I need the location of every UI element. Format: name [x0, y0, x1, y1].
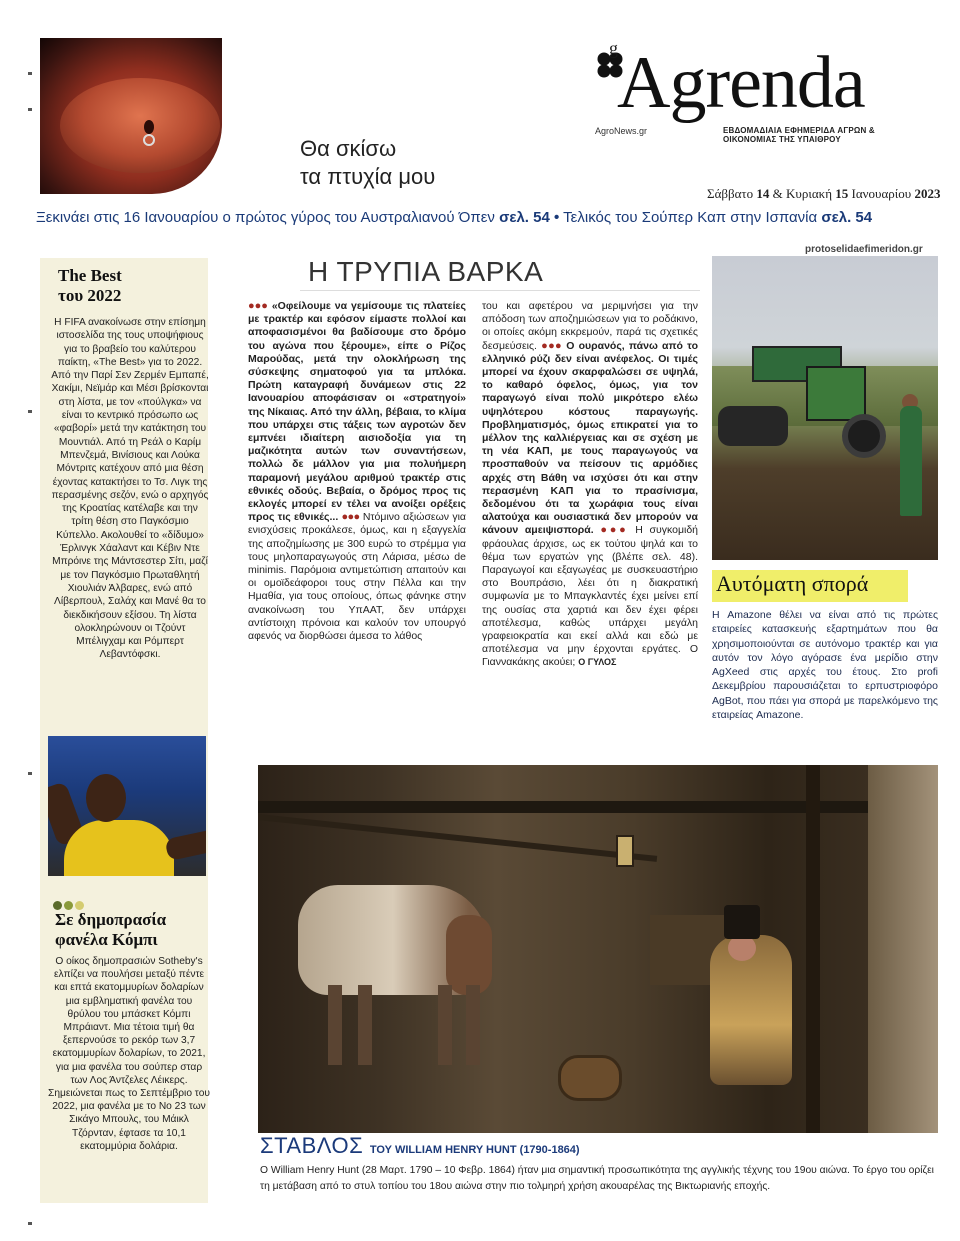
bullet-icon: ●●●: [600, 524, 629, 537]
bullet-icon: ●●●: [341, 511, 360, 524]
teaser-title-line: τα πτυχία μου: [300, 164, 436, 189]
article-paragraph: «Οφείλουμε να γεμίσουμε τις πλατείες με τρακτέρ και εφόσον είμαστε πολλοί και αποφασισμένοι θα βαδίσουμε στο δρόμο του αγώνα που ξέρουμε», είπε ο Ρίζος Μαρούδας, μετά την ολοκλήρωση της σύσκεψης σηματοφού για τα μπλόκα. Πρώτη καταγραφή δυνάμεων στις 22 Ιανουαρίου αποφάσισαν οι «στρατηγοί» της Νίκαιας. Από την άλλη, βέβαια, το κλίμα που υπάρχει στις τάξεις των αγροτών δεν εμπνέει ιδιαίτερη αισιοδοξία για τη μαζικότητα αυτών των συναντήσεων, πολλώ δε μάλλον για μια πολυήμερη παραμονή μεγάλου αριθμού τρακτέρ στις εθνικές οδούς. Βεβαία, ο δρόμος προς τις εκλογές μπορεί εν τέλει να ανοίξει ορέξεις προς τις εθνικές...: [248, 300, 467, 524]
headline-bar[interactable]: [36, 209, 926, 226]
article-paragraph: Η συγκομιδή φράουλας άρχισε, ως εκ τούτου ψηλά και το θέμα των εργατών γης (βλέπε σελ. 48). Παραγωγοί και εξαγωγέας με συσκευαστήριο στο Βουπράσιο, λέει ότι η διακρατική συμφωνία με το Μπαγκλαντές έχει μείνει επί της ουσίας στα χαρτιά και δεν έχει φέρει αποτέλεσμα, καθώς υπάρχει μεγάλη γραφειοκρατία και εκεί αλλά και εδώ με αποτέλεσμα να μην έρχονται εργάτες. Ο Γιαννακάκης ακούει;: [482, 524, 699, 669]
logo-subtitle: ΕΒΔΟΜΑΔΙΑΙΑ ΕΦΗΜΕΡΙΔΑ ΑΓΡΩΝ & ΟΙΚΟΝΟΜΙΑΣ ΤΗΣ ΥΠΑΙΘΡΟΥ: [723, 126, 875, 144]
painting-caption-title[interactable]: ΣΤΑΒΛΟΣ ΤΟΥ WILLIAM HENRY HUNT (1790-1864): [260, 1133, 580, 1158]
teaser-photo[interactable]: [40, 38, 222, 194]
logo-wordmark: Agrenda: [617, 42, 865, 124]
best-text: Η FIFA ανακοίνωσε στην επίσημη ιστοσελίδα της τους υποψήφιους για το βραβείο του καλύτερου παίκτη, «The Best» για το 2022. Από την Παρί Σεν Ζερμέν Εμπαπέ, Χακίμι, Νεϊμάρ και Μέσι βρίσκονται στη λίστα, με τον «πούλγκα» να είναι το κεντρικό πρόσωπο ως «φαβορί» μετά την κατάκτηση του Μουντιάλ. Από τη Ρεάλ ο Καρίμ Μπενζεμά, Βινίσιους και Λούκα Μόντριτς κατέχουν από μια θέση έχοντας κατακτήσει το Τσ. Λιγκ της περασμένης σεζόν, ενώ ο αρχηγός της Κροατίας κατέλαβε και την τρίτη θέση στο Παγκόσμιο Κύπελλο. Ακολουθεί το «δίδυμο» Έρλινγκ Χάαλαντ και Κέβιν Ντε Μπρόινε της Μάντσεστερ Σίτι, μαζί με τον Παγκόσμιο Πρωταθλητή Χιουλιάν Άλβαρες, ενώ από Λίβερπουλ, Σαλάχ και Μανέ θα το διεκδικήσουν εξίσου. Τη λίστα ολοκληρώνουν οι Τζούντ Μπέλιγχαμ και Ρόμπερτ Λεβαντόφσκι.: [51, 317, 209, 661]
teaser-title[interactable]: [300, 135, 435, 191]
tractor-photo[interactable]: [712, 256, 938, 560]
logo-site[interactable]: AgroNews.gr: [595, 126, 648, 136]
margin-mark: [28, 410, 32, 413]
article-paragraph: Ντόμινο αξιώσεων για ενισχύσεις προκάλεσε, όμως, και η εξαγγελία της αποζημίωσης με 300 ευρώ το στρέμμα για τους μηλοπαραγωγούς στη Λάρισα, μέσω de minimis. Παρόμοια αντιμετώπιση απαιτούν και οι ομοϊδεάφοροι τους στην Πέλλα και την Ημαθία, για τους οποίους, όπως φάνηκε στην ανακοίνωση του ΥπΑΑΤ, δεν υπάρχει αντίστοιχη πρόνοια και καλούν τον υπουργό αφενός να διορθώσει άμεσα το λάθος: [248, 511, 466, 643]
headline-page: σελ. 54: [499, 209, 550, 226]
teaser-title-line: Θα σκίσω: [300, 136, 397, 161]
margin-mark: [28, 72, 32, 75]
painting-image[interactable]: [258, 765, 938, 1133]
best-title[interactable]: The Best του 2022: [58, 266, 122, 305]
headline-page: σελ. 54: [821, 209, 873, 226]
painting-caption-text: Ο William Henry Hunt (28 Μαρτ. 1790 – 10 Φεβρ. 1864) ήταν μια σημαντική προσωπικότητα της αγγλικής τέχνης του 19ου αιώνα. Το έργο του ορίζει τη μετάβαση από το στυλ τοπίου του 18ου αιώνα στην πιο τολμηρή χρήση ακουαρέλας της Βικτωριανής εποχής.: [260, 1165, 934, 1192]
article-column-2: [482, 300, 698, 670]
article-signature: Ο ΓΥΛΟΣ: [578, 657, 617, 668]
auction-text: Ο οίκος δημοπρασιών Sotheby's ελπίζει να πουλήσει μεταξύ πέντε και επτά εκατομμυρίων δολαρίων μια εμβληματική φανέλα του θρύλου του μπάσκετ Κόμπι Μπράιαντ. Μια τέτοια τιμή θα ξεπερνούσε το ρεκόρ των 3,7 εκατομμυρίων δολαρίων, το 2021, για μια φανέλα του σούπερ σταρ των Λος Άντζελες Λέικερς. Σημειώνεται πως το Σεπτέμβριο του 2022, μια φανέλα με το Νο 23 των Σικάγο Μπουλς, του Μάικλ Τζόρνταν, έφτασε τα 10,1 εκατομμύρια δολάρια.: [48, 956, 210, 1152]
divider: [300, 290, 700, 291]
issue-date: Σάββατο 14 & Κυριακή 15 Ιανουαρίου 2023: [707, 186, 941, 201]
article-title[interactable]: Η ΤΡΥΠΙΑ ΒΑΡΚΑ: [308, 256, 544, 287]
headline-item[interactable]: Τελικός του Σούπερ Καπ στην Ισπανία: [563, 209, 818, 226]
auction-title[interactable]: Σε δημοπρασία φανέλα Κόμπι: [55, 910, 167, 949]
article-column-1: [248, 300, 466, 643]
source-watermark: protoselidaefimeridon.gr: [805, 244, 923, 255]
bullet-icon: ●●●: [248, 300, 268, 312]
margin-mark: [28, 1222, 32, 1225]
margin-mark: [28, 772, 32, 775]
seed-title[interactable]: Αυτόματη σπορά: [716, 571, 869, 596]
masthead-logo[interactable]: [595, 38, 925, 148]
logo-prefix: g: [609, 38, 618, 58]
bullet-icon: ●●●: [541, 339, 562, 352]
article-paragraph: του και αφετέρου να μεριμνήσει για την απόδοση των αποζημιώσεων για το ροδάκινο, οι οποίες ακόμη εκκρεμούν, παρά τις σχετικές δεσμεύσεις.: [482, 300, 698, 352]
headline-separator: •: [554, 209, 560, 226]
article-paragraph: Ο ουρανός, πάνω από το ελληνικό ρύζι δεν είναι ανέφελος. Οι τιμές μπορεί να έχουν σκαρφαλώσει σε υψηλά, το καθαρό όφελος, όμως, για τον παραγωγό είναι πολύ μικρότερο ελέω υψηλότερου κόστους παραγωγής. Προβληματισμός, όμως επικρατεί για το μέλλον της καλλιέργειας και σε σχέση με τη νέα ΚΑΠ, με τους παραγωγούς να προσπαθούν να πείσουν τις αρμόδιες αρχές στη Βάθη να ισχύσει ότι και στην περασμένη ΚΑΠ για το πρασίνισμα, δεδομένου ότι τα χωράφια τους είναι αλατούχα και ουσιαστικά δεν μπορούν να κάνουν αμειψισπορά.: [482, 339, 698, 537]
seed-text: Η Amazone θέλει να είναι από τις πρώτες εταιρείες κατασκευής εξαρτημάτων που θα χρησιμοποιούνται σε αυτόνομο τρακτέρ και για αυτόν τον λόγο αγόρασε ένα μερίδιο στην AgXeed στις αρχές του έτους. Στο profi Δεκεμβρίου παρουσιάζεται το ερπυστριοφόρο AgBot, που πάει για σπορά με παρελκόμενο της εταιρείας Amazone.: [712, 609, 938, 722]
headline-item[interactable]: Ξεκινάει στις 16 Ιανουαρίου ο πρώτος γύρος του Αυστραλιανού Όπεν: [36, 209, 495, 226]
player-photo[interactable]: [48, 736, 206, 876]
margin-mark: [28, 108, 32, 111]
